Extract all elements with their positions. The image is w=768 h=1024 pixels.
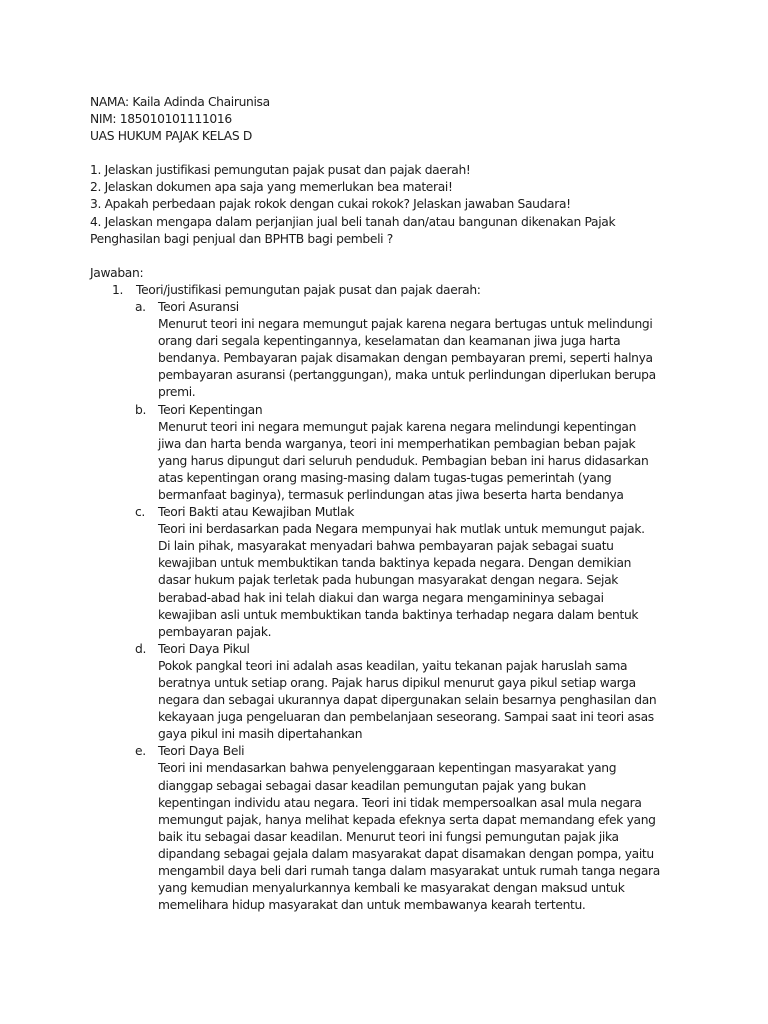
spacer	[90, 248, 690, 265]
answer-label: Jawaban:	[90, 265, 144, 280]
body-line: beratnya untuk setiap orang. Pajak harus dipikul menurut gaya pikul setiap warga	[158, 676, 636, 690]
theory-item-d	[90, 641, 690, 744]
body-line: Teori ini berdasarkan pada Negara mempunyai hak mutlak untuk memungut pajak.	[158, 522, 645, 537]
body-line: jiwa dan harta benda warganya, teori ini memperhatikan pembagian beban pajak	[158, 436, 636, 451]
question-4-continued: Penghasilan bagi penjual dan BPHTB bagi pembeli ?	[90, 231, 393, 246]
body-line: yang kemudian menyalurkannya kembali ke masyarakat dengan maksud untuk	[158, 881, 625, 896]
theory-item-body	[158, 419, 690, 504]
theory-item-e	[90, 743, 690, 914]
theory-item-title: Teori Asuransi	[158, 299, 239, 314]
question-2: 2. Jelaskan dokumen apa saja yang memerlukan bea materai!	[90, 180, 453, 195]
student-header	[90, 94, 690, 145]
theory-item-marker: c.	[135, 505, 145, 520]
theory-item-title: Teori Daya Beli	[158, 744, 245, 759]
theory-item-body	[158, 658, 690, 743]
body-line: negara dan sebagai ukurannya dapat dipergunakan selain besarnya penghasilan dan	[158, 693, 657, 708]
theory-item-marker: a.	[135, 299, 146, 314]
body-line: kewajiban asli untuk membuktikan tanda baktinya terhadap negara dalam bentuk	[158, 607, 639, 622]
body-line: pembayaran pajak.	[158, 624, 272, 639]
theory-item-c	[90, 504, 690, 641]
body-line: premi.	[158, 385, 196, 400]
body-line: Di lain pihak, masyarakat menyadari bahwa pembayaran pajak sebagai suatu	[158, 539, 614, 554]
body-line: Teori ini mendasarkan bahwa penyelenggaraan kepentingan masyarakat yang	[158, 761, 617, 776]
theory-item-b	[90, 402, 690, 505]
theory-list	[90, 299, 690, 914]
body-line: dipandang sebagai gejala dalam masyarakat dapat disamakan dengan pompa, yaitu	[158, 846, 654, 861]
question-3: 3. Apakah perbedaan pajak rokok dengan cukai rokok? Jelaskan jawaban Saudara!	[90, 197, 571, 212]
student-name: NAMA: Kaila Adinda Chairunisa	[90, 95, 270, 109]
theory-item-body	[158, 760, 690, 914]
body-line: orang dari segala kepentingannya, keselamatan dan keamanan jiwa juga harta	[158, 334, 621, 349]
question-1: 1. Jelaskan justifikasi pemungutan pajak pusat dan pajak daerah!	[90, 163, 471, 178]
question-list	[90, 162, 690, 247]
answer-1-marker: 1.	[112, 282, 124, 297]
body-line: berabad-abad hak ini telah diakui dan warga negara mengamininya sebagai	[158, 590, 604, 605]
body-line: kewajiban untuk membuktikan tanda baktinya kepada negara. Dengan demikian	[158, 556, 632, 571]
spacer	[90, 145, 690, 162]
body-line: bermanfaat baginya), termasuk perlindungan atas jiwa beserta harta bendanya	[158, 487, 624, 502]
body-line: yang harus dipungut dari seluruh penduduk. Pembagian beban ini harus didasarkan	[158, 453, 649, 468]
answer-1-title: Teori/justifikasi pemungutan pajak pusat dan pajak daerah:	[136, 282, 481, 297]
theory-item-marker: b.	[135, 402, 147, 417]
theory-item-a	[90, 299, 690, 402]
body-line: memungut pajak, hanya melihat kepada efeknya serta dapat memandang efek yang	[158, 812, 656, 827]
student-nim: NIM: 185010101111016	[90, 112, 232, 127]
body-line: kekayaan juga pengeluaran dan pembelanjaan seseorang. Sampai saat ini teori asas	[158, 710, 654, 725]
document-body	[90, 94, 690, 914]
theory-item-title: Teori Kepentingan	[158, 402, 263, 417]
body-line: atas kepentingan orang masing-masing dalam tugas-tugas pemerintah (yang	[158, 470, 612, 485]
body-line: gaya pikul ini masih dipertahankan	[158, 727, 363, 742]
answer-1	[90, 282, 690, 299]
theory-item-title: Teori Bakti atau Kewajiban Mutlak	[158, 505, 354, 520]
body-line: Pokok pangkal teori ini adalah asas keadilan, yaitu tekanan pajak haruslah sama	[158, 658, 628, 673]
theory-item-body	[158, 521, 690, 641]
theory-item-title: Teori Daya Pikul	[158, 641, 250, 656]
body-line: baik itu sebagai dasar keadilan. Menurut teori ini fungsi pemungutan pajak jika	[158, 829, 619, 844]
body-line: Menurut teori ini negara memungut pajak karena negara melindungi kepentingan	[158, 419, 637, 434]
body-line: Menurut teori ini negara memungut pajak karena negara bertugas untuk melindungi	[158, 317, 653, 332]
body-line: dasar hukum pajak terletak pada hubungan masyarakat dengan negara. Sejak	[158, 573, 619, 588]
body-line: dianggap sebagai sebagai dasar keadilan pemungutan pajak yang bukan	[158, 778, 586, 793]
theory-item-body	[158, 316, 690, 401]
exam-title: UAS HUKUM PAJAK KELAS D	[90, 129, 252, 144]
body-line: pembayaran asuransi (pertanggungan), maka untuk perlindungan diperlukan berupa	[158, 368, 656, 383]
body-line: mengambil daya beli dari rumah tanga dalam masyarakat untuk rumah tanga negara	[158, 864, 660, 879]
theory-item-marker: e.	[135, 744, 146, 759]
body-line: memelihara hidup masyarakat dan untuk membawanya kearah tertentu.	[158, 898, 586, 913]
theory-item-marker: d.	[135, 641, 147, 656]
question-4: 4. Jelaskan mengapa dalam perjanjian jual beli tanah dan/atau bangunan dikenakan Pajak	[90, 214, 616, 229]
body-line: kepentingan individu atau negara. Teori ini tidak mempersoalkan asal mula negara	[158, 795, 642, 810]
body-line: bendanya. Pembayaran pajak disamakan dengan pembayaran premi, seperti halnya	[158, 351, 653, 366]
